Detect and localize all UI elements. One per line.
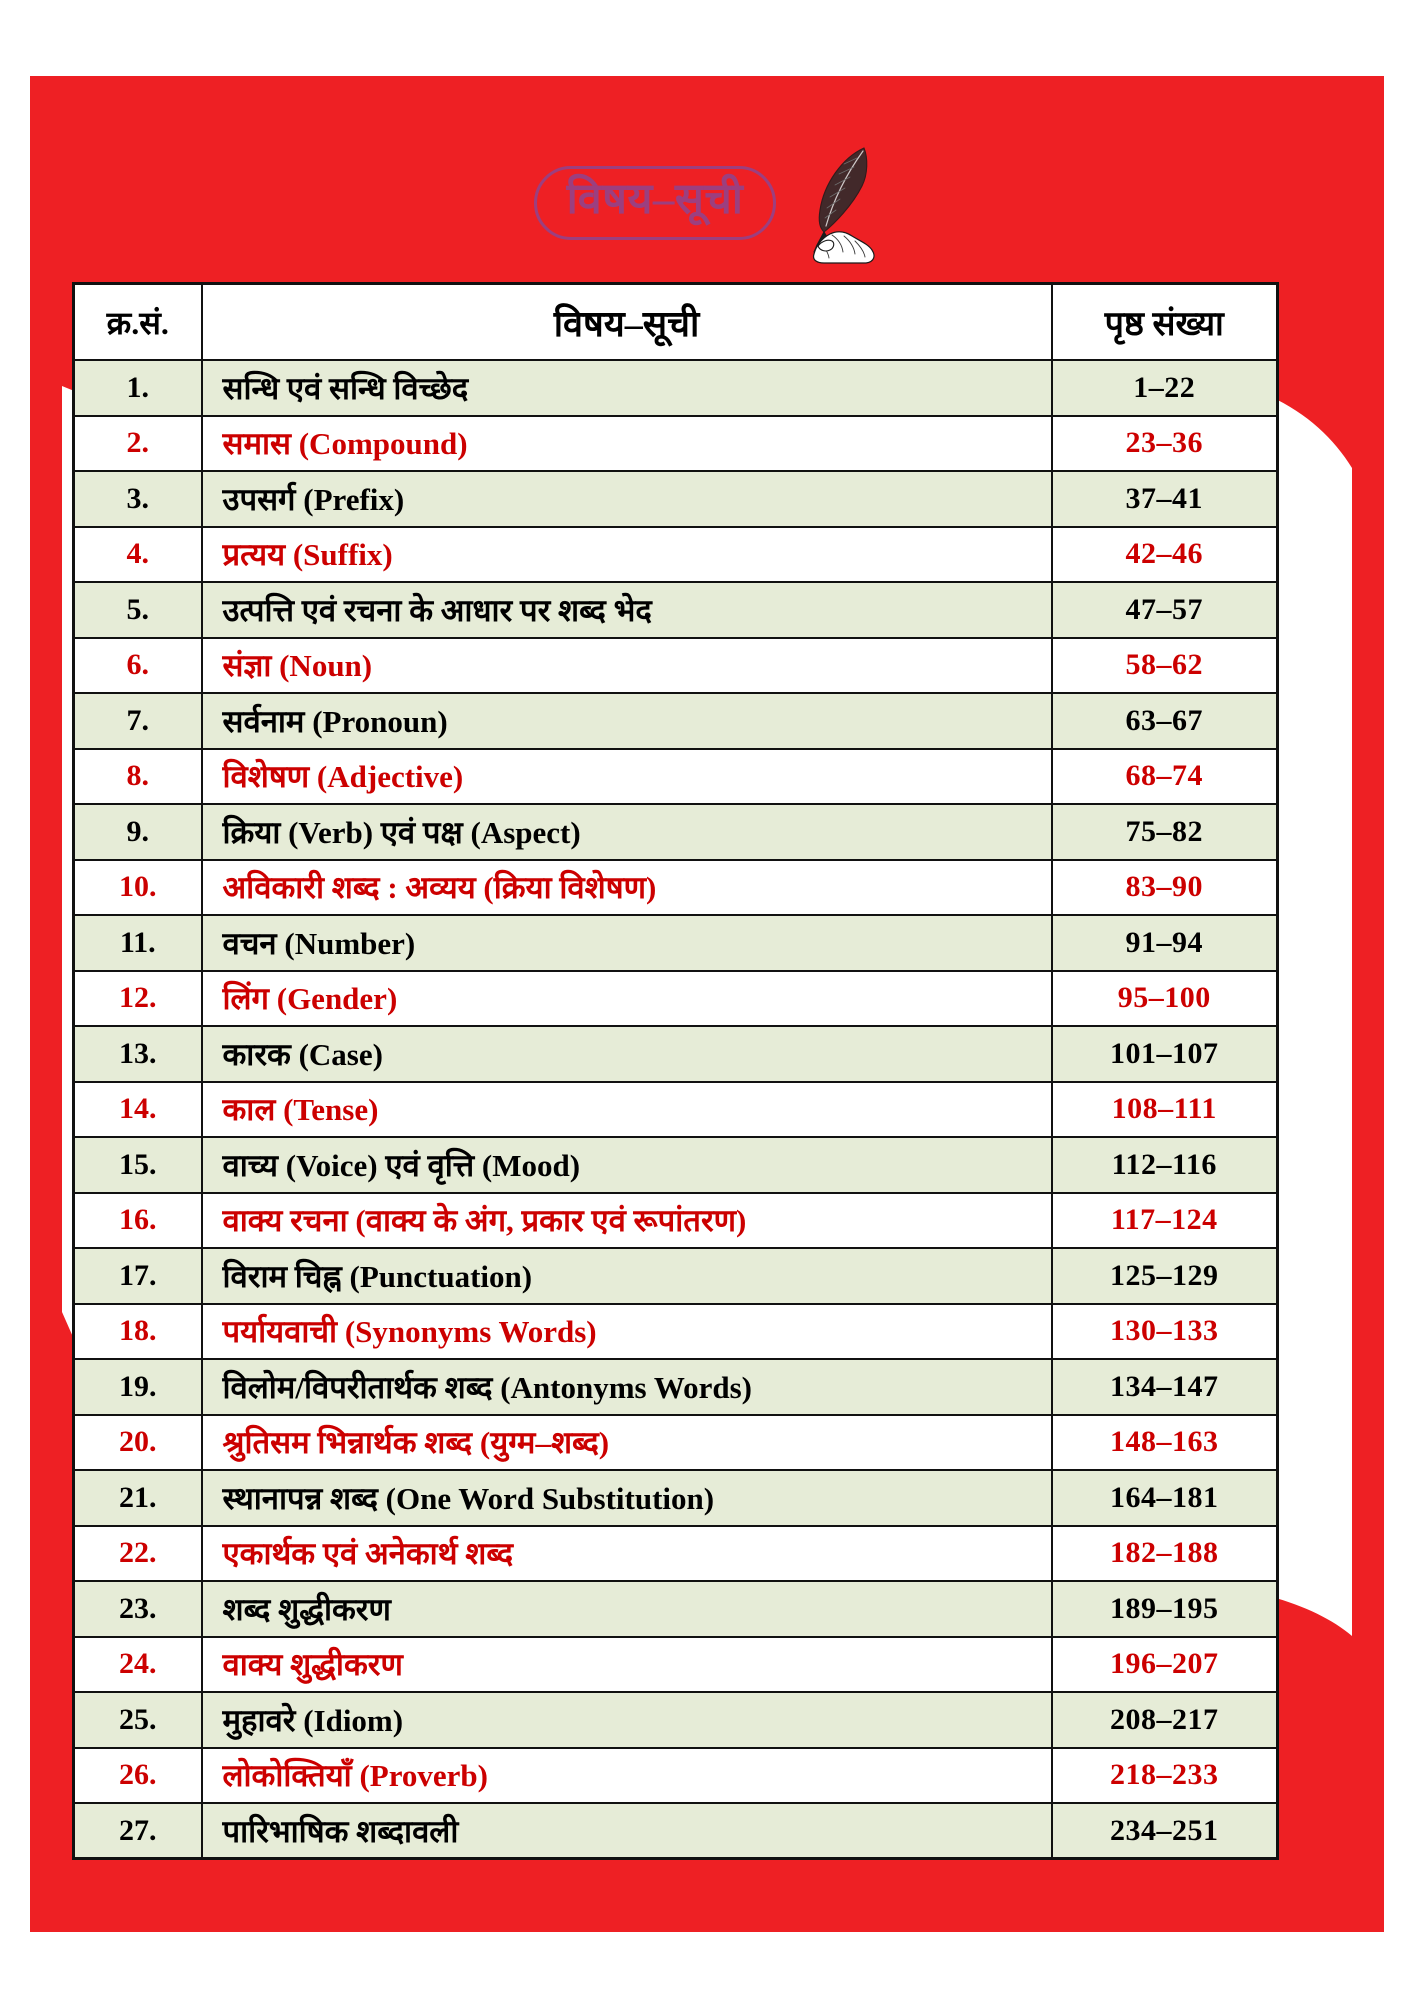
row-serial-number: 8. — [74, 749, 202, 805]
row-page-range: 117–124 — [1052, 1193, 1278, 1249]
row-serial-number: 12. — [74, 971, 202, 1027]
row-topic-title[interactable]: पर्यायवाची (Synonyms Words) — [202, 1304, 1052, 1360]
row-serial-number: 26. — [74, 1748, 202, 1804]
row-serial-number: 4. — [74, 527, 202, 583]
table-row[interactable] — [74, 804, 1278, 860]
table-row[interactable] — [74, 1137, 1278, 1193]
table-row[interactable] — [74, 1193, 1278, 1249]
column-header-page-number: पृष्ठ संख्या — [1052, 284, 1278, 361]
table-row[interactable] — [74, 1248, 1278, 1304]
row-page-range: 23–36 — [1052, 416, 1278, 472]
row-topic-title[interactable]: अविकारी शब्द : अव्यय (क्रिया विशेषण) — [202, 860, 1052, 916]
row-page-range: 95–100 — [1052, 971, 1278, 1027]
row-topic-title[interactable]: वचन (Number) — [202, 915, 1052, 971]
table-row[interactable] — [74, 1581, 1278, 1637]
column-header-topic: विषय–सूची — [202, 284, 1052, 361]
row-page-range: 208–217 — [1052, 1692, 1278, 1748]
row-topic-title[interactable]: समास (Compound) — [202, 416, 1052, 472]
row-serial-number: 17. — [74, 1248, 202, 1304]
row-page-range: 58–62 — [1052, 638, 1278, 694]
page-title: विषय–सूची — [534, 166, 777, 241]
row-page-range: 37–41 — [1052, 471, 1278, 527]
row-topic-title[interactable]: लोकोक्तियाँ (Proverb) — [202, 1748, 1052, 1804]
row-topic-title[interactable]: वाक्य रचना (वाक्य के अंग, प्रकार एवं रूपांतरण) — [202, 1193, 1052, 1249]
row-topic-title[interactable]: उत्पत्ति एवं रचना के आधार पर शब्द भेद — [202, 582, 1052, 638]
table-row[interactable] — [74, 1526, 1278, 1582]
row-serial-number: 23. — [74, 1581, 202, 1637]
page-content — [60, 110, 1354, 1849]
row-page-range: 68–74 — [1052, 749, 1278, 805]
row-page-range: 63–67 — [1052, 693, 1278, 749]
table-row[interactable] — [74, 638, 1278, 694]
page-header — [60, 142, 1354, 264]
row-serial-number: 3. — [74, 471, 202, 527]
row-serial-number: 11. — [74, 915, 202, 971]
row-page-range: 112–116 — [1052, 1137, 1278, 1193]
table-row[interactable] — [74, 582, 1278, 638]
row-serial-number: 13. — [74, 1026, 202, 1082]
row-serial-number: 19. — [74, 1359, 202, 1415]
table-body — [74, 360, 1278, 1859]
row-serial-number: 15. — [74, 1137, 202, 1193]
table-row[interactable] — [74, 693, 1278, 749]
table-row[interactable] — [74, 1304, 1278, 1360]
row-page-range: 234–251 — [1052, 1803, 1278, 1859]
row-topic-title[interactable]: लिंग (Gender) — [202, 971, 1052, 1027]
table-row[interactable] — [74, 1470, 1278, 1526]
row-serial-number: 9. — [74, 804, 202, 860]
row-serial-number: 14. — [74, 1082, 202, 1138]
table-row[interactable] — [74, 1082, 1278, 1138]
row-topic-title[interactable]: सर्वनाम (Pronoun) — [202, 693, 1052, 749]
row-topic-title[interactable]: स्थानापन्न शब्द (One Word Substitution) — [202, 1470, 1052, 1526]
quill-pen-in-hand-icon — [794, 142, 880, 264]
row-topic-title[interactable]: क्रिया (Verb) एवं पक्ष (Aspect) — [202, 804, 1052, 860]
row-topic-title[interactable]: सन्धि एवं सन्धि विच्छेद — [202, 360, 1052, 416]
row-topic-title[interactable]: पारिभाषिक शब्दावली — [202, 1803, 1052, 1859]
row-topic-title[interactable]: श्रुतिसम भिन्नार्थक शब्द (युग्म–शब्द) — [202, 1415, 1052, 1471]
table-row[interactable] — [74, 860, 1278, 916]
table-row[interactable] — [74, 1748, 1278, 1804]
table-row[interactable] — [74, 749, 1278, 805]
row-topic-title[interactable]: संज्ञा (Noun) — [202, 638, 1052, 694]
row-serial-number: 7. — [74, 693, 202, 749]
row-page-range: 125–129 — [1052, 1248, 1278, 1304]
row-topic-title[interactable]: कारक (Case) — [202, 1026, 1052, 1082]
table-row[interactable] — [74, 915, 1278, 971]
row-page-range: 101–107 — [1052, 1026, 1278, 1082]
row-serial-number: 2. — [74, 416, 202, 472]
table-of-contents — [72, 282, 1279, 1860]
row-page-range: 196–207 — [1052, 1637, 1278, 1693]
row-page-range: 189–195 — [1052, 1581, 1278, 1637]
table-row[interactable] — [74, 1026, 1278, 1082]
table-row[interactable] — [74, 1692, 1278, 1748]
column-header-serial: क्र.सं. — [74, 284, 202, 361]
row-topic-title[interactable]: काल (Tense) — [202, 1082, 1052, 1138]
row-serial-number: 21. — [74, 1470, 202, 1526]
table-row[interactable] — [74, 527, 1278, 583]
row-page-range: 108–111 — [1052, 1082, 1278, 1138]
row-topic-title[interactable]: शब्द शुद्धीकरण — [202, 1581, 1052, 1637]
table-row[interactable] — [74, 471, 1278, 527]
table-row[interactable] — [74, 1637, 1278, 1693]
row-page-range: 91–94 — [1052, 915, 1278, 971]
row-page-range: 83–90 — [1052, 860, 1278, 916]
row-serial-number: 18. — [74, 1304, 202, 1360]
row-page-range: 148–163 — [1052, 1415, 1278, 1471]
table-row[interactable] — [74, 971, 1278, 1027]
row-serial-number: 24. — [74, 1637, 202, 1693]
row-topic-title[interactable]: विलोम/विपरीतार्थक शब्द (Antonyms Words) — [202, 1359, 1052, 1415]
row-topic-title[interactable]: प्रत्यय (Suffix) — [202, 527, 1052, 583]
row-page-range: 218–233 — [1052, 1748, 1278, 1804]
table-header — [74, 284, 1278, 361]
row-page-range: 1–22 — [1052, 360, 1278, 416]
row-serial-number: 20. — [74, 1415, 202, 1471]
row-page-range: 75–82 — [1052, 804, 1278, 860]
row-topic-title[interactable]: उपसर्ग (Prefix) — [202, 471, 1052, 527]
row-topic-title[interactable]: विशेषण (Adjective) — [202, 749, 1052, 805]
row-page-range: 164–181 — [1052, 1470, 1278, 1526]
row-page-range: 134–147 — [1052, 1359, 1278, 1415]
row-page-range: 130–133 — [1052, 1304, 1278, 1360]
table-row[interactable] — [74, 416, 1278, 472]
row-serial-number: 27. — [74, 1803, 202, 1859]
table-row[interactable] — [74, 360, 1278, 416]
row-serial-number: 6. — [74, 638, 202, 694]
row-serial-number: 5. — [74, 582, 202, 638]
row-page-range: 42–46 — [1052, 527, 1278, 583]
row-topic-title[interactable]: विराम चिह्न (Punctuation) — [202, 1248, 1052, 1304]
row-topic-title[interactable]: वाक्य शुद्धीकरण — [202, 1637, 1052, 1693]
table-header-row — [74, 284, 1278, 361]
row-serial-number: 22. — [74, 1526, 202, 1582]
row-serial-number: 16. — [74, 1193, 202, 1249]
table-row[interactable] — [74, 1359, 1278, 1415]
row-serial-number: 1. — [74, 360, 202, 416]
row-page-range: 182–188 — [1052, 1526, 1278, 1582]
row-serial-number: 10. — [74, 860, 202, 916]
row-topic-title[interactable]: वाच्य (Voice) एवं वृत्ति (Mood) — [202, 1137, 1052, 1193]
row-page-range: 47–57 — [1052, 582, 1278, 638]
row-topic-title[interactable]: एकार्थक एवं अनेकार्थ शब्द — [202, 1526, 1052, 1582]
row-serial-number: 25. — [74, 1692, 202, 1748]
table-row[interactable] — [74, 1415, 1278, 1471]
table-row[interactable] — [74, 1803, 1278, 1859]
row-topic-title[interactable]: मुहावरे (Idiom) — [202, 1692, 1052, 1748]
quill-illustration — [794, 142, 880, 264]
